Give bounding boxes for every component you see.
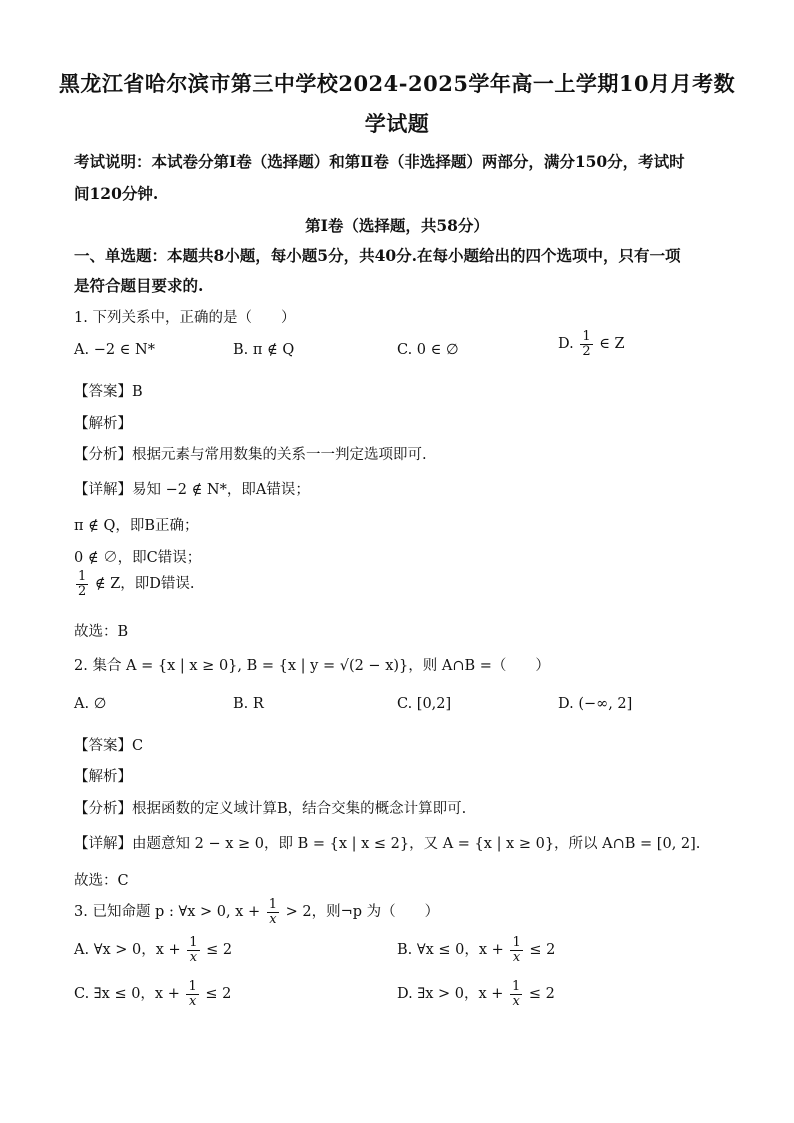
fraction-numerator: 1 [268,897,278,912]
fraction [510,936,522,964]
stem-text: 3. 已知命题 p : ∀x > 0, x + [74,904,261,921]
fraction-numerator: 1 [189,935,198,950]
question-2-answer: 【答案】C [74,738,144,754]
fraction-numerator: 1 [512,935,521,950]
question-2-option-c: C. [0,2] [397,696,452,712]
fraction-denominator: x [269,911,277,927]
fraction-denominator: x [512,949,521,965]
option-text: C. ∃x ≤ 0，x + [74,986,180,1003]
detail-text: ∉ Z，即D错误. [94,576,195,593]
fraction-numerator: 1 [188,979,197,994]
option-label: D. [558,336,574,353]
exam-instructions-continued: 间120分钟. [74,184,159,203]
question-2-stem: 2. 集合 A = {x | x ≥ 0}, B = {x | y = √(2 − x)}，则 A∩B =（ ） [74,658,550,674]
question-1-option-c: C. 0 ∈ ∅ [397,342,459,358]
question-2-option-d: D. (−∞, 2] [558,696,633,712]
question-3-option-d [397,980,555,1008]
fraction-numerator: 1 [512,979,521,994]
option-text: A. ∀x > 0，x + [74,942,181,959]
question-2-choice: 故选：C [74,873,129,889]
question-1-detail-2: π ∉ Q，即B正确； [74,518,199,534]
fraction-numerator: 1 [582,329,591,344]
question-3-stem [74,898,439,926]
document-title: 黑龙江省哈尔滨市第三中学校2024-2025学年高一上学期10月月考数 [58,71,736,96]
option-relation: ≤ 2 [206,942,233,959]
fraction [580,330,592,358]
question-1-detail-4 [74,570,195,598]
fraction-numerator: 1 [78,569,87,584]
option-relation: ≤ 2 [529,942,556,959]
option-relation: ∈ Z [599,336,625,353]
question-1-option-b: B. π ∉ Q [233,342,295,358]
question-1-option-d [558,330,625,358]
section-title: 第Ⅰ卷（选择题，共58分） [305,216,489,235]
fraction [187,936,199,964]
question-1-analysis: 【分析】根据元素与常用数集的关系一一判定选项即可. [74,447,427,463]
document-title-continued: 学试题 [364,111,430,136]
option-relation: ≤ 2 [205,986,232,1003]
stem-text-end: > 2，则¬p 为（ ） [285,904,440,921]
question-2-option-b: B. R [233,696,264,712]
question-1-detail-3: 0 ∉ ∅，即C错误； [74,550,202,566]
fraction [267,898,279,926]
fraction-denominator: x [189,949,198,965]
exam-instructions: 考试说明：本试卷分第Ⅰ卷（选择题）和第Ⅱ卷（非选择题）两部分，满分150分，考试时 [74,152,685,171]
option-relation: ≤ 2 [528,986,555,1003]
part-heading: 一、单选题：本题共8小题，每小题5分，共40分.在每小题给出的四个选项中，只有一项 [74,246,681,265]
fraction [76,570,88,598]
part-heading-continued: 是符合题目要求的. [74,276,204,295]
question-1-analysis-label: 【解析】 [74,416,132,432]
question-2-analysis: 【分析】根据函数的定义域计算B，结合交集的概念计算即可. [74,801,467,817]
question-3-option-c [74,980,231,1008]
option-text: B. ∀x ≤ 0，x + [397,942,504,959]
question-2-option-a: A. ∅ [74,696,107,712]
question-1-answer: 【答案】B [74,384,143,400]
question-3-option-a [74,936,232,964]
question-2-analysis-label: 【解析】 [74,769,132,785]
question-1-option-a: A. −2 ∈ N* [74,342,155,358]
question-1-detail-1: 【详解】易知 −2 ∉ N*，即A错误； [74,482,310,498]
question-1-stem: 1. 下列关系中，正确的是（ ） [74,310,296,326]
fraction-denominator: 2 [582,343,591,359]
option-text: D. ∃x > 0，x + [397,986,504,1003]
fraction-denominator: x [512,993,520,1009]
fraction [510,980,522,1008]
question-3-option-b [397,936,555,964]
question-2-detail: 【详解】由题意知 2 − x ≥ 0，即 B = {x | x ≤ 2}，又 A = {x | x ≥ 0}，所以 A∩B = [0, 2]. [74,836,701,852]
fraction-denominator: x [188,993,197,1009]
question-1-choice: 故选：B [74,624,129,640]
fraction [186,980,198,1008]
fraction-denominator: 2 [78,583,87,599]
